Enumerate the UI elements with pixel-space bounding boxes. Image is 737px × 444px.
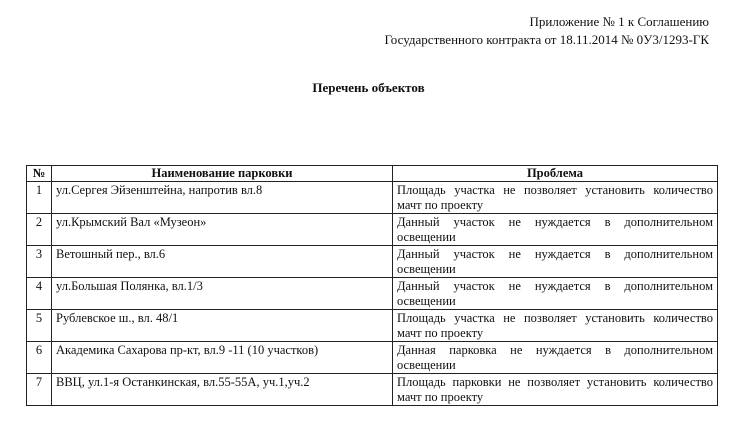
row-number: 5 — [27, 310, 52, 342]
parking-name: Академика Сахарова пр-кт, вл.9 -11 (10 участков) — [52, 342, 393, 374]
row-number: 2 — [27, 214, 52, 246]
appendix-reference-line-1: Приложение № 1 к Соглашению — [529, 14, 709, 29]
table-row — [27, 246, 718, 278]
problem-text: Площадь участка не позволяет установить количество мачт по проекту — [393, 310, 718, 342]
parking-name: Ветошный пер., вл.6 — [52, 246, 393, 278]
table-row — [27, 214, 718, 246]
document-title: Перечень объектов — [312, 80, 425, 95]
table-header-row — [27, 166, 718, 182]
parking-name: ул.Сергея Эйзенштейна, напротив вл.8 — [52, 182, 393, 214]
row-number: 7 — [27, 374, 52, 406]
problem-text: Данная парковка не нуждается в дополнительном освещении — [393, 342, 718, 374]
objects-table — [26, 165, 718, 406]
row-number: 3 — [27, 246, 52, 278]
row-number: 1 — [27, 182, 52, 214]
problem-text: Площадь участка не позволяет установить количество мачт по проекту — [393, 182, 718, 214]
problem-text: Данный участок не нуждается в дополнительном освещении — [393, 214, 718, 246]
column-header-problem: Проблема — [393, 166, 718, 182]
problem-text: Данный участок не нуждается в дополнительном освещении — [393, 246, 718, 278]
parking-name: ул.Крымский Вал «Музеон» — [52, 214, 393, 246]
table-row — [27, 278, 718, 310]
column-header-parking-name: Наименование парковки — [52, 166, 393, 182]
table-row — [27, 374, 718, 406]
row-number: 4 — [27, 278, 52, 310]
problem-text: Данный участок не нуждается в дополнительном освещении — [393, 278, 718, 310]
parking-name: ВВЦ, ул.1-я Останкинская, вл.55-55А, уч.1,уч.2 — [52, 374, 393, 406]
table-row — [27, 182, 718, 214]
problem-text: Площадь парковки не позволяет установить количество мачт по проекту — [393, 374, 718, 406]
table-row — [27, 342, 718, 374]
parking-name: ул.Большая Полянка, вл.1/3 — [52, 278, 393, 310]
appendix-reference-line-2: Государственного контракта от 18.11.2014 № 0У3/1293-ГК — [384, 32, 709, 47]
table-row — [27, 310, 718, 342]
column-header-number: № — [27, 166, 52, 182]
row-number: 6 — [27, 342, 52, 374]
parking-name: Рублевское ш., вл. 48/1 — [52, 310, 393, 342]
